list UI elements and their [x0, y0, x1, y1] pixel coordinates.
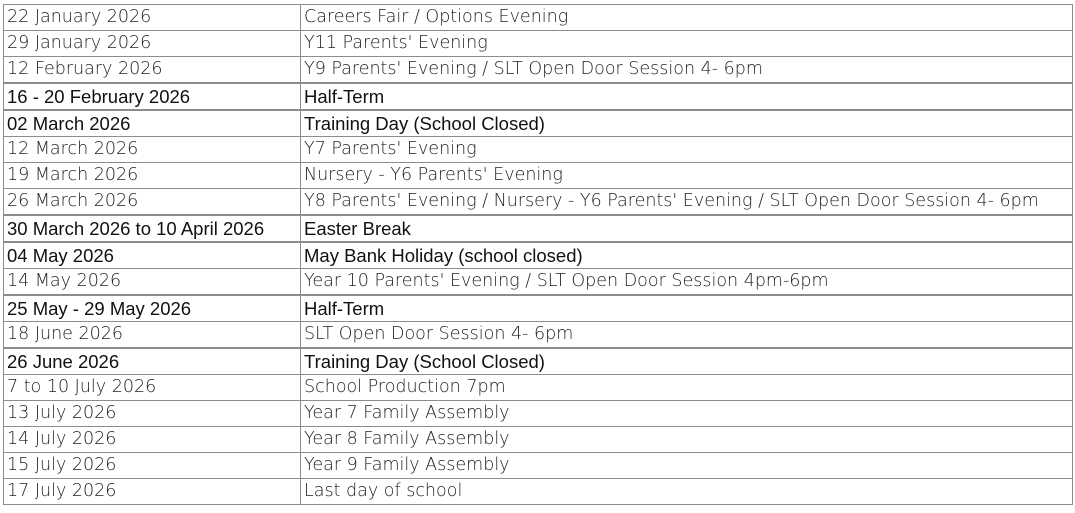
date-cell: 25 May - 29 May 2026	[4, 295, 301, 322]
table-row	[4, 401, 1073, 427]
event-cell: Year 9 Family Assembly	[301, 453, 1073, 479]
date-cell: 12 March 2026	[4, 137, 301, 163]
event-cell: Careers Fair / Options Evening	[301, 5, 1073, 31]
event-cell: Y9 Parents' Evening / SLT Open Door Session 4- 6pm	[301, 57, 1073, 84]
date-cell: 17 July 2026	[4, 479, 301, 505]
event-cell: Easter Break	[301, 215, 1073, 242]
event-cell: Y8 Parents' Evening / Nursery - Y6 Parents' Evening / SLT Open Door Session 4- 6pm	[301, 189, 1073, 216]
table-row	[4, 31, 1073, 57]
date-cell: 13 July 2026	[4, 401, 301, 427]
event-cell: SLT Open Door Session 4- 6pm	[301, 322, 1073, 349]
event-cell: Training Day (School Closed)	[301, 110, 1073, 137]
event-cell: Nursery - Y6 Parents' Evening	[301, 163, 1073, 189]
date-cell: 12 February 2026	[4, 57, 301, 84]
event-cell: Half-Term	[301, 295, 1073, 322]
calendar-table	[3, 4, 1073, 505]
date-cell: 29 January 2026	[4, 31, 301, 57]
table-row	[4, 110, 1073, 137]
event-cell: Y11 Parents' Evening	[301, 31, 1073, 57]
table-row	[4, 242, 1073, 269]
date-cell: 04 May 2026	[4, 242, 301, 269]
date-cell: 15 July 2026	[4, 453, 301, 479]
table-row	[4, 427, 1073, 453]
event-cell: Year 10 Parents' Evening / SLT Open Door Session 4pm-6pm	[301, 269, 1073, 296]
event-cell: Training Day (School Closed)	[301, 348, 1073, 375]
table-row	[4, 295, 1073, 322]
table-row	[4, 322, 1073, 349]
table-row	[4, 479, 1073, 505]
date-cell: 7 to 10 July 2026	[4, 375, 301, 401]
table-row	[4, 348, 1073, 375]
date-cell: 26 March 2026	[4, 189, 301, 216]
date-cell: 22 January 2026	[4, 5, 301, 31]
event-cell: School Production 7pm	[301, 375, 1073, 401]
calendar-body	[4, 5, 1073, 505]
date-cell: 02 March 2026	[4, 110, 301, 137]
date-cell: 18 June 2026	[4, 322, 301, 349]
table-row	[4, 57, 1073, 84]
event-cell: May Bank Holiday (school closed)	[301, 242, 1073, 269]
date-cell: 30 March 2026 to 10 April 2026	[4, 215, 301, 242]
table-row	[4, 375, 1073, 401]
table-row	[4, 269, 1073, 296]
date-cell: 14 May 2026	[4, 269, 301, 296]
event-cell: Last day of school	[301, 479, 1073, 505]
event-cell: Year 7 Family Assembly	[301, 401, 1073, 427]
table-row	[4, 5, 1073, 31]
date-cell: 19 March 2026	[4, 163, 301, 189]
event-cell: Half-Term	[301, 83, 1073, 110]
date-cell: 26 June 2026	[4, 348, 301, 375]
date-cell: 14 July 2026	[4, 427, 301, 453]
table-row	[4, 189, 1073, 216]
event-cell: Y7 Parents' Evening	[301, 137, 1073, 163]
table-row	[4, 215, 1073, 242]
date-cell: 16 - 20 February 2026	[4, 83, 301, 110]
table-row	[4, 137, 1073, 163]
event-cell: Year 8 Family Assembly	[301, 427, 1073, 453]
table-row	[4, 83, 1073, 110]
table-row	[4, 453, 1073, 479]
table-row	[4, 163, 1073, 189]
